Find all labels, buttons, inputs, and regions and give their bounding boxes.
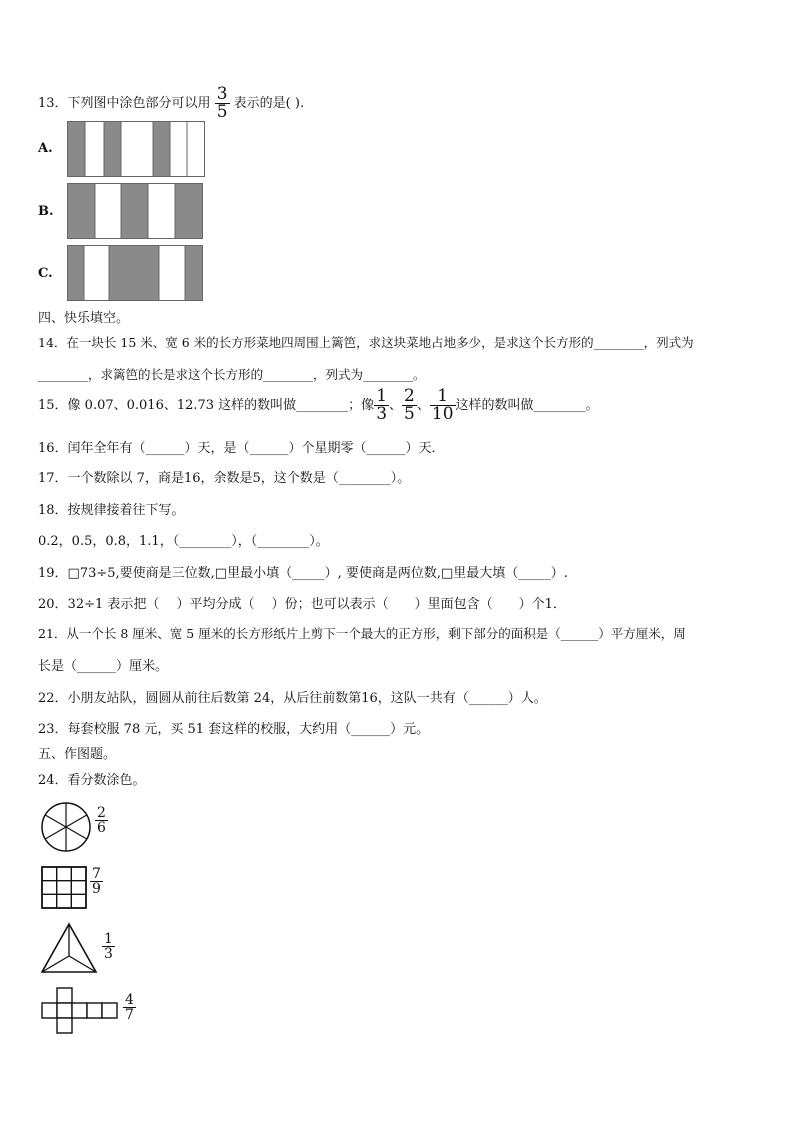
- q20: 20．32÷1 表示把（ ）平均分成（ ）份；也可以表示（ ）里面包含（ ）个1．: [38, 597, 566, 612]
- option-c-shaded-strip: [109, 246, 159, 300]
- q24-title: 24．看分数涂色。: [38, 773, 146, 788]
- option-b-shaded-strip: [121, 184, 148, 238]
- q13-frac-denominator: 5: [216, 102, 228, 122]
- q17: 17．一个数除以 7，商是16，余数是5，这个数是（________）。: [38, 471, 411, 486]
- option-c-shaded-strip: [185, 246, 202, 300]
- q24-fraction-triangle: $\frac{1}{3}$: [104, 931, 113, 962]
- q22: 22．小朋友站队，圆圆从前往后数第 24，从后往前数第16，这队一共有（______）人。: [38, 691, 547, 706]
- q15-fraction-3: $\frac{1}{10}$: [431, 386, 454, 424]
- q13-text-b: 表示的是(: [233, 96, 291, 111]
- option-a-shaded-strip: [153, 122, 170, 176]
- q24-circle-figure: [40, 801, 92, 853]
- q24-net-figure: [41, 987, 121, 1037]
- q18-line1: 18．按规律接着往下写。: [38, 503, 185, 518]
- q21-line1: 21．从一个长 8 厘米、宽 5 厘米的长方形纸片上剪下一个最大的正方形，剩下部分的面积是（______）平方厘米，周: [38, 626, 686, 641]
- q15-fraction-2: $\frac{2}{5}$: [404, 386, 415, 424]
- q24-triangle-figure: [40, 922, 98, 974]
- option-c-shaded-strip: [68, 246, 84, 300]
- q13-text-a: 13．下列图中涂色部分可以用: [38, 96, 211, 111]
- q15-text-b: 这样的数叫做________。: [455, 398, 599, 413]
- q14-line2: ________，求篱笆的长是求这个长方形的________，列式为________。: [38, 367, 426, 382]
- q15-sep: 、: [416, 398, 430, 413]
- q13-fraction: [215, 86, 230, 121]
- q15-text-a: 15．像 0.07、0.016、12.73 这样的数叫做________；像: [38, 398, 375, 413]
- q23: 23．每套校服 78 元，买 51 套这样的校服，大约用（______）元。: [38, 722, 430, 737]
- option-a-figure: [67, 121, 205, 177]
- option-a-shaded-strip: [104, 122, 121, 176]
- q13-text-c: ).: [294, 96, 305, 111]
- q15-sep: 、: [389, 398, 403, 413]
- q24-fraction-net: $\frac{4}{7}$: [125, 992, 134, 1023]
- option-a-label: A.: [38, 141, 53, 156]
- q24-fraction-circle: $\frac{2}{6}$: [97, 805, 106, 836]
- option-a-shaded-strip: [68, 122, 85, 176]
- option-b-shaded-strip: [175, 184, 202, 238]
- q24-grid-figure: [41, 866, 87, 909]
- q21-line2: 长是（______）厘米。: [38, 659, 169, 674]
- q13-frac-numerator: 3: [216, 84, 228, 104]
- option-c-figure: [67, 245, 203, 301]
- q18-line2: 0.2，0.5，0.8，1.1，（________），（________）。: [38, 534, 329, 549]
- option-c-label: C.: [38, 266, 53, 281]
- option-b-shaded-strip: [68, 184, 95, 238]
- q14-line1: 14．在一块长 15 米、宽 6 米的长方形菜地四周围上篱笆，求这块菜地占地多少，是求这个长方形的________，列式为: [38, 335, 694, 350]
- option-b-figure: [67, 183, 203, 239]
- option-b-label: B.: [38, 204, 54, 219]
- q16: 16．闰年全年有（______）天，是（______）个星期零（______）天．: [38, 441, 445, 456]
- section-5-heading: 五、作图题。: [38, 747, 117, 762]
- q24-fraction-grid: $\frac{7}{9}$: [92, 866, 101, 897]
- q15-fraction-1: $\frac{1}{3}$: [376, 386, 388, 424]
- q13-line: [38, 86, 304, 121]
- q15-line: [38, 388, 599, 424]
- q19: 19．□73÷5,要使商是三位数,□里最小填（_____）, 要使商是两位数,□里最大填（_____）.: [38, 566, 568, 581]
- section-4-heading: 四、快乐填空。: [38, 311, 130, 326]
